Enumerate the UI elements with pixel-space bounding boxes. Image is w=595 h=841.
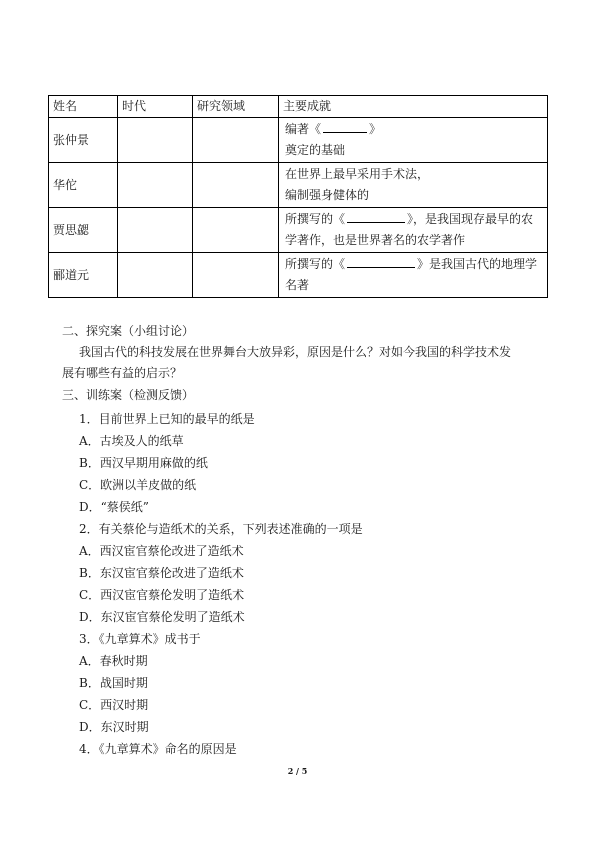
achievement-text: 》，是我国现存最早的农学著作，也是世界著名的农学著作	[285, 212, 534, 247]
achievement-text: 所撰写的《	[285, 212, 346, 226]
cell-era	[118, 118, 193, 163]
header-field: 研究领域	[193, 96, 279, 118]
cell-field	[193, 163, 279, 208]
header-name: 姓名	[49, 96, 118, 118]
achievement-text: 所撰写的《	[285, 257, 346, 271]
cell-field	[193, 118, 279, 163]
table-row	[49, 163, 548, 208]
section-2-body: 我国古代的科技发展在世界舞台大放异彩，原因是什么？对如今我国的科学技术发展有哪些有益的启示？	[62, 345, 512, 380]
fill-in-blank[interactable]	[347, 210, 405, 223]
option-q3-d[interactable]: D．东汉时期	[79, 720, 149, 734]
cell-achievement	[279, 253, 548, 298]
header-era: 时代	[118, 96, 193, 118]
option-q1-d[interactable]: D．“蔡侯纸”	[79, 500, 149, 514]
header-achievement: 主要成就	[279, 96, 548, 118]
achievement-text: 》	[369, 122, 382, 136]
table-row	[49, 118, 548, 163]
cell-name: 张仲景	[49, 118, 118, 163]
achievement-text: 在世界上最早采用手术法，	[285, 167, 430, 181]
cell-field	[193, 253, 279, 298]
cell-name: 贾思勰	[49, 208, 118, 253]
cell-era	[118, 253, 193, 298]
cell-era	[118, 208, 193, 253]
page-number: 2 / 5	[287, 766, 308, 776]
option-q2-c[interactable]: C．西汉宦官蔡伦发明了造纸术	[79, 588, 245, 602]
cell-field	[193, 208, 279, 253]
achievement-text: 编著《	[285, 122, 322, 136]
fill-in-blank[interactable]	[347, 255, 415, 268]
question-4: 4．《九章算术》命名的原因是	[79, 742, 237, 756]
question-3: 3．《九章算术》成书于	[79, 632, 201, 646]
option-q1-b[interactable]: B．西汉早期用麻做的纸	[79, 456, 208, 470]
cell-achievement	[279, 208, 548, 253]
achievement-text: 》是我国古代的地理学名著	[285, 257, 538, 292]
section-2-title: 二、探究案（小组讨论）	[62, 324, 195, 338]
cell-era	[118, 163, 193, 208]
fill-in-blank[interactable]	[323, 120, 367, 133]
table-row	[49, 208, 548, 253]
table-row	[49, 253, 548, 298]
achievement-text-line2: 编制强身健体的	[285, 188, 370, 202]
cell-achievement	[279, 163, 548, 208]
option-q2-a[interactable]: A．西汉宦官蔡伦改进了造纸术	[79, 544, 244, 558]
question-2: 2．有关蔡伦与造纸术的关系，下列表述准确的一项是	[79, 522, 363, 536]
section-3-title: 三、训练案（检测反馈）	[62, 388, 195, 402]
option-q2-d[interactable]: D．东汉宦官蔡伦发明了造纸术	[79, 610, 245, 624]
achievements-table	[48, 95, 548, 298]
option-q1-c[interactable]: C．欧洲以羊皮做的纸	[79, 478, 197, 492]
option-q3-c[interactable]: C．西汉时期	[79, 698, 149, 712]
table-header-row	[49, 96, 548, 118]
achievement-text-line2: 奠定的基础	[285, 143, 346, 157]
option-q3-b[interactable]: B．战国时期	[79, 676, 148, 690]
question-1: 1．目前世界上已知的最早的纸是	[79, 412, 255, 426]
cell-name: 华佗	[49, 163, 118, 208]
option-q3-a[interactable]: A．春秋时期	[79, 654, 148, 668]
cell-name: 郦道元	[49, 253, 118, 298]
option-q2-b[interactable]: B．东汉宦官蔡伦改进了造纸术	[79, 566, 244, 580]
option-q1-a[interactable]: A．古埃及人的纸草	[79, 434, 184, 448]
cell-achievement	[279, 118, 548, 163]
